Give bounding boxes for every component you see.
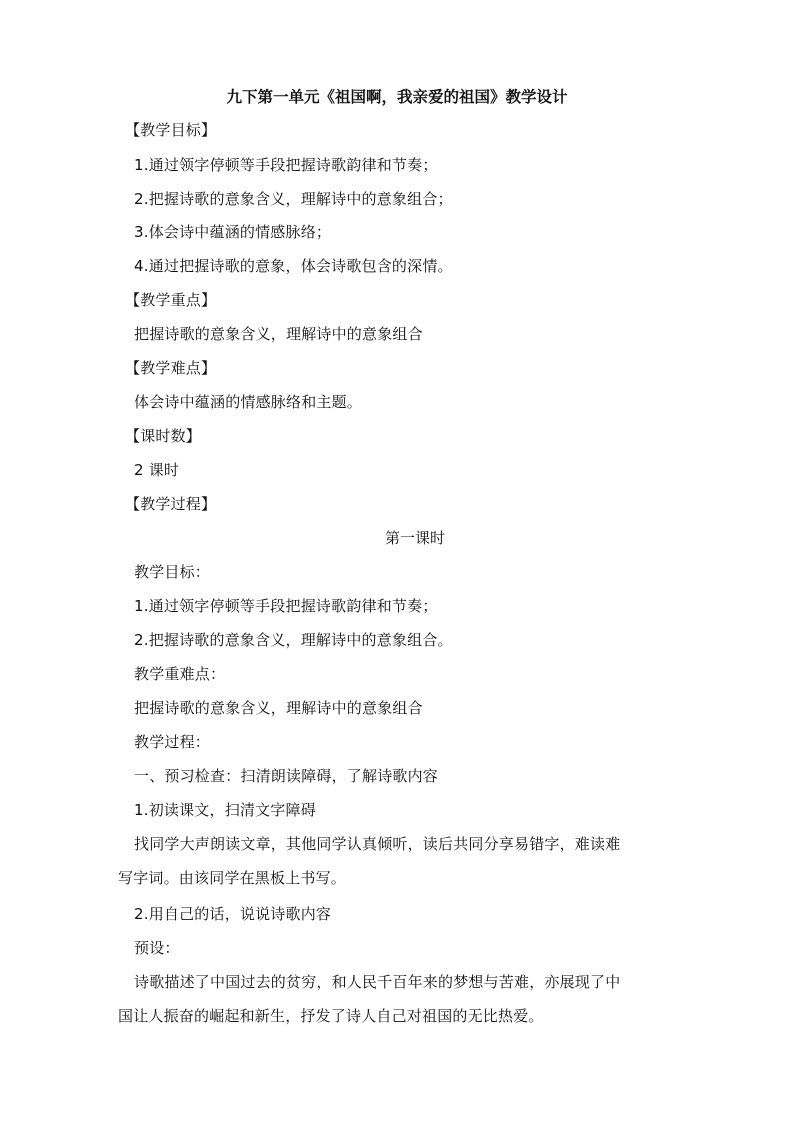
step1-sub1-heading: 1.初读课文，扫清文字障碍 xyxy=(134,801,316,819)
lesson1-process-label: 教学过程： xyxy=(134,733,211,751)
step1-sub2-heading: 2.用自己的话，说说诗歌内容 xyxy=(134,905,332,923)
goal-item-1: 1.通过领字停顿等手段把握诗歌韵律和节奏； xyxy=(134,156,438,174)
preset-label: 预设： xyxy=(134,939,180,957)
lesson1-key-text: 把握诗歌的意象含义，理解诗中的意象组合 xyxy=(134,699,423,717)
lesson1-key-label: 教学重难点： xyxy=(134,665,226,683)
preset-paragraph-line2: 国让人振奋的崛起和新生，抒发了诗人自己对祖国的无比热爱。 xyxy=(118,1007,544,1025)
goals-heading: 【教学目标】 xyxy=(125,121,217,139)
key-points-text: 把握诗歌的意象含义，理解诗中的意象组合 xyxy=(134,325,423,343)
hours-heading: 【课时数】 xyxy=(125,427,202,445)
hours-text: 2 课时 xyxy=(134,461,180,479)
process-heading: 【教学过程】 xyxy=(125,495,217,513)
difficulty-text: 体会诗中蕴涵的情感脉络和主题。 xyxy=(134,393,363,411)
lesson1-goal-item-2: 2.把握诗歌的意象含义，理解诗中的意象组合。 xyxy=(134,631,453,649)
step1-sub1-paragraph-line1: 找同学大声朗读文章，其他同学认真倾听，读后共同分享易错字，难读难 xyxy=(134,835,621,853)
goal-item-2: 2.把握诗歌的意象含义，理解诗中的意象组合； xyxy=(134,190,453,208)
lesson1-goal-item-1: 1.通过领字停顿等手段把握诗歌韵律和节奏； xyxy=(134,597,438,615)
goal-item-4: 4.通过把握诗歌的意象，体会诗歌包含的深情。 xyxy=(134,257,453,275)
lesson1-title: 第一课时 xyxy=(384,529,445,547)
step1-sub1-paragraph-line2: 写字词。由该同学在黑板上书写。 xyxy=(118,869,347,887)
step1-heading: 一、预习检查：扫清朗读障碍，了解诗歌内容 xyxy=(134,767,439,785)
difficulty-heading: 【教学难点】 xyxy=(125,359,217,377)
goal-item-3: 3.体会诗中蕴涵的情感脉络； xyxy=(134,223,332,241)
lesson1-goals-label: 教学目标： xyxy=(134,563,211,581)
key-points-heading: 【教学重点】 xyxy=(125,291,217,309)
preset-paragraph-line1: 诗歌描述了中国过去的贫穷，和人民千百年来的梦想与苦难，亦展现了中 xyxy=(134,973,621,991)
document-title: 九下第一单元《祖国啊，我亲爱的祖国》教学设计 xyxy=(226,88,568,106)
